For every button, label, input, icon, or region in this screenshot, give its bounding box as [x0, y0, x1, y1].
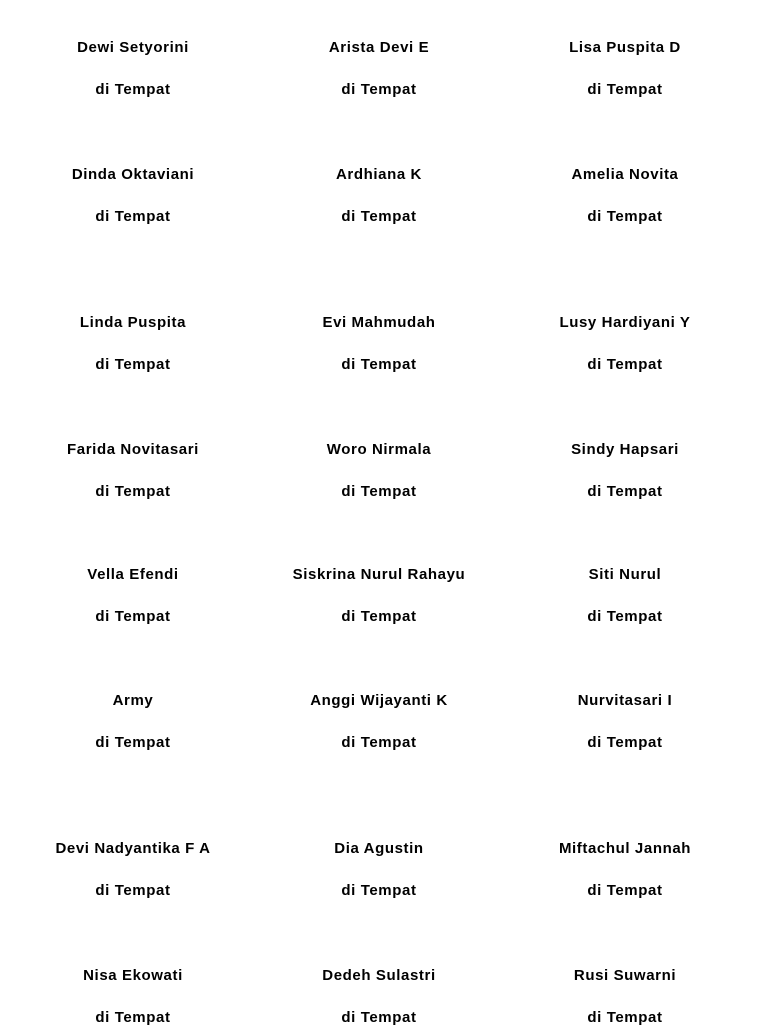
address-label — [500, 967, 750, 1027]
address-label — [254, 692, 504, 752]
recipient-name: Farida Novitasari — [67, 441, 199, 458]
recipient-name: Dedeh Sulastri — [322, 967, 436, 984]
address-label — [254, 967, 504, 1027]
label-row — [0, 692, 768, 752]
recipient-place: di Tempat — [587, 608, 663, 625]
address-label — [500, 314, 750, 374]
address-label — [254, 314, 504, 374]
recipient-place: di Tempat — [587, 483, 663, 500]
recipient-name: Siti Nurul — [588, 566, 662, 583]
recipient-place: di Tempat — [587, 356, 663, 373]
recipient-place: di Tempat — [341, 81, 417, 98]
recipient-name: Linda Puspita — [79, 314, 187, 331]
recipient-place: di Tempat — [95, 882, 171, 899]
address-label — [500, 692, 750, 752]
address-label — [8, 692, 258, 752]
label-row — [0, 314, 768, 374]
address-label — [254, 39, 504, 99]
address-label — [500, 166, 750, 226]
recipient-name: Lisa Puspita D — [569, 39, 681, 56]
recipient-name: Lusy Hardiyani Y — [559, 314, 691, 331]
recipient-name: Miftachul Jannah — [558, 840, 692, 857]
recipient-place: di Tempat — [341, 882, 417, 899]
recipient-place: di Tempat — [587, 882, 663, 899]
recipient-place: di Tempat — [95, 208, 171, 225]
recipient-place: di Tempat — [341, 483, 417, 500]
recipient-place: di Tempat — [341, 356, 417, 373]
recipient-place: di Tempat — [95, 608, 171, 625]
address-label — [254, 566, 504, 626]
address-label — [254, 166, 504, 226]
label-row — [0, 441, 768, 501]
recipient-name: Nisa Ekowati — [83, 967, 183, 984]
address-label — [8, 967, 258, 1027]
address-label — [500, 441, 750, 501]
recipient-name: Nurvitasari I — [577, 692, 673, 709]
recipient-place: di Tempat — [587, 81, 663, 98]
recipient-place: di Tempat — [95, 356, 171, 373]
recipient-name: Woro Nirmala — [326, 441, 432, 458]
address-label — [500, 840, 750, 900]
recipient-place: di Tempat — [341, 608, 417, 625]
recipient-name: Dinda Oktaviani — [71, 166, 195, 183]
recipient-name: Siskrina Nurul Rahayu — [292, 566, 466, 583]
address-label — [8, 840, 258, 900]
address-label — [500, 566, 750, 626]
address-label — [254, 840, 504, 900]
address-label — [8, 166, 258, 226]
address-label — [8, 566, 258, 626]
label-row — [0, 840, 768, 900]
label-row — [0, 166, 768, 226]
recipient-name: Arista Devi E — [328, 39, 430, 56]
address-label — [8, 441, 258, 501]
label-row — [0, 39, 768, 99]
recipient-place: di Tempat — [587, 1009, 663, 1026]
recipient-place: di Tempat — [95, 483, 171, 500]
recipient-place: di Tempat — [95, 1009, 171, 1026]
recipient-place: di Tempat — [341, 208, 417, 225]
recipient-name: Rusi Suwarni — [573, 967, 677, 984]
recipient-place: di Tempat — [587, 208, 663, 225]
recipient-place: di Tempat — [587, 734, 663, 751]
recipient-place: di Tempat — [95, 734, 171, 751]
label-row — [0, 967, 768, 1027]
label-row — [0, 566, 768, 626]
recipient-name: Vella Efendi — [87, 566, 179, 583]
recipient-place: di Tempat — [341, 734, 417, 751]
recipient-name: Anggi Wijayanti K — [310, 692, 448, 709]
address-label — [8, 314, 258, 374]
recipient-name: Evi Mahmudah — [322, 314, 436, 331]
recipient-name: Dia Agustin — [334, 840, 424, 857]
recipient-name: Devi Nadyantika F A — [55, 840, 211, 857]
recipient-place: di Tempat — [95, 81, 171, 98]
address-label — [500, 39, 750, 99]
recipient-name: Army — [112, 692, 154, 709]
recipient-name: Dewi Setyorini — [77, 39, 189, 56]
address-label — [254, 441, 504, 501]
address-label — [8, 39, 258, 99]
recipient-name: Ardhiana K — [335, 166, 422, 183]
recipient-name: Amelia Novita — [571, 166, 679, 183]
recipient-place: di Tempat — [341, 1009, 417, 1026]
recipient-name: Sindy Hapsari — [571, 441, 679, 458]
